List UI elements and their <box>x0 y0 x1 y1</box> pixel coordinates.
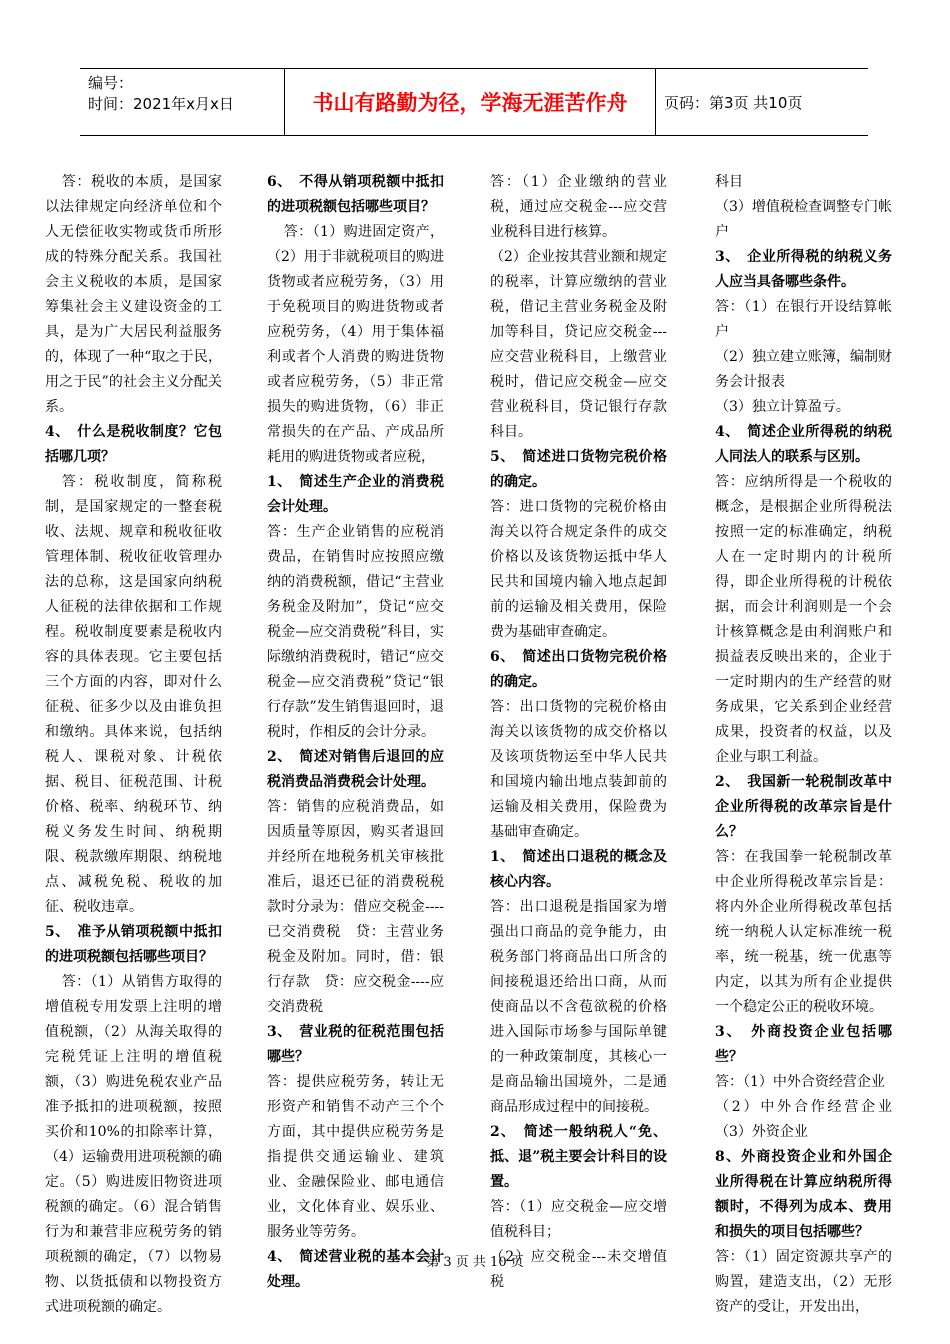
text-column-4 <box>715 170 892 1320</box>
answer-paragraph: （2）应交税金---未交增值税 <box>490 1249 667 1290</box>
question-heading: 6、 不得从销项税额中抵扣的进项税额包括哪些项目？ <box>267 174 444 215</box>
question-heading: 1、 简述出口退税的概念及核心内容。 <box>490 849 667 890</box>
question-heading: 4、 简述营业税的基本会计处理。 <box>267 1249 444 1290</box>
answer-paragraph: （3）增值税检查调整专门帐户 <box>715 199 892 240</box>
answer-paragraph: 答：（1）在银行开设结算帐户 <box>715 299 892 340</box>
answer-paragraph: 答：（1）应交税金—应交增值税科目； <box>490 1199 667 1240</box>
text-column-1 <box>45 170 222 1320</box>
answer-paragraph: 科目 <box>715 174 743 190</box>
answer-paragraph: 答：税收的本质，是国家以法律规定向经济单位和个人无偿征收实物或货币所形成的特殊分配关系。我国社会主义税收的本质，是国家筹集社会主义建设资金的工具，是为广大居民利益服务的，体现了一种“取之于民，用之于民”的社会主义分配关系。 <box>45 174 222 415</box>
page-header <box>80 68 868 136</box>
answer-paragraph: 答：（1）购进固定资产，（2）用于非就税项目的购进货物或者应税劳务，（3）用于免税项目的购进货物或者应税劳务，（4）用于集体福利或者个人消费的购进货物或者应税劳务，（5）非正常损失的购进货物，（6）非正常损失的在产品、产成品所耗用的购进货物或者应税， <box>267 224 444 465</box>
answer-paragraph: 答：（1）中外合资经营企业 <box>715 1074 885 1090</box>
question-heading: 5、 简述进口货物完税价格的确定。 <box>490 449 667 490</box>
question-heading: 6、 简述出口货物完税价格的确定。 <box>490 649 667 690</box>
question-heading: 4、 什么是税收制度？它包括哪几项？ <box>45 424 222 465</box>
question-heading: 2、 简述一般纳税人“免、抵、退”税主要会计科目的设置。 <box>490 1124 667 1190</box>
answer-paragraph: 答：（1）企业缴纳的营业税，通过应交税金---应交营业税科目进行核算。 <box>490 174 667 240</box>
answer-paragraph: （2）企业按其营业额和规定的税率，计算应缴纳的营业税，借记主营业务税金及附加等科目，贷记应交税金---应交营业税科目，上缴营业税时，借记应交税金—应交营业税科目，贷记银行存款科目。 <box>490 249 667 440</box>
answer-paragraph: 答：销售的应税消费品，如因质量等原因，购买者退回并经所在地税务机关审核批准后，退还已征的消费税税款时分录为：借应交税金----已交消费税 贷：主营业务税金及附加。同时，借：银行存款 贷：应交税金----应交消费税 <box>267 799 444 1015</box>
answer-paragraph: 答：提供应税劳务，转让无形资产和销售不动产三个个方面，其中提供应税劳务是指提供交通运输业、建筑业、金融保险业、邮电通信业，文化体育业、娱乐业、服务业等劳务。 <box>267 1074 444 1240</box>
answer-paragraph: 答：出口货物的完税价格由海关以该货物的成交价格以及该项货物运至中华人民共和国境内输出地点装卸前的运输及相关费用，保险费为基础审查确定。 <box>490 699 667 840</box>
question-heading: 1、 简述生产企业的消费税会计处理。 <box>267 474 444 515</box>
answer-paragraph: 答：税收制度，简称税制，是国家规定的一整套税收、法规、规章和税收征收管理体制、税收征收管理办法的总称，这是国家向纳税人征税的法律依据和工作规程。税收制度要素是税收内容的具体表现。它主要包括三个方面的内容，即对什么征税、征多少以及由谁负担和缴纳。具体来说，包括纳税人、课税对象、计税依据、税目、征税范围、计税价格、税率、纳税环节、纳税义务发生时间、纳税期限、税款缴库期限、纳税地点、减税免税、税收的加征、税收违章。 <box>45 474 222 915</box>
question-heading: 3、 外商投资企业包括哪些？ <box>715 1024 892 1065</box>
answer-paragraph: （2）中外合作经营企业（3）外资企业 <box>715 1099 892 1140</box>
question-heading: 8、外商投资企业和外国企业所得税在计算应纳税所得额时，不得列为成本、费用和损失的项目包括哪些？ <box>715 1149 892 1240</box>
question-heading: 5、 准予从销项税额中抵扣的进项税额包括哪些项目？ <box>45 924 222 965</box>
question-heading: 2、 简述对销售后退回的应税消费品消费税会计处理。 <box>267 749 444 790</box>
page-footer: 第 3 页 共 10 页 <box>426 1255 524 1270</box>
answer-paragraph: 答：应纳所得是一个税收的概念，是根据企业所得税法按照一定的标准确定，纳税人在一定时期内的计税所得，即企业所得税的计税依据，而会计利润则是一个会计核算概念是由利润账户和损益表反映出来的，企业于一定时期内的生产经营的财务成果，它关系到企业经营成果，投资者的权益，以及企业与职工利益。 <box>715 474 892 765</box>
answer-paragraph: 答：（1）固定资源共享产的购置，建造支出，（2）无形资产的受让，开发出出， <box>715 1249 892 1315</box>
question-heading: 4、 简述企业所得税的纳税人同法人的联系与区别。 <box>715 424 892 465</box>
answer-paragraph: 答：（1）从销售方取得的增值税专用发票上注明的增值税额，（2）从海关取得的完税凭证上注明的增值税额，（3）购进免税农业产品准予抵扣的进项税额，按照买价和10%的扣除率计算，（4）运输费用进项税额的确定。（5）购进废旧物资进项税额的确定。（6）混合销售行为和兼营非应税劳务的销项税额的确定，（7）以物易物、以货抵债和以物投资方式进项税额的确定。 <box>45 974 222 1315</box>
answer-paragraph: 答：进口货物的完税价格由海关以符合规定条件的成交价格以及该货物运抵中华人民共和国境内输入地点起卸前的运输及相关费用，保险费为基础审查确定。 <box>490 499 667 640</box>
answer-paragraph: 答：在我国拳一轮税制改革中企业所得税改革宗旨是：将内外企业所得税改革包括统一纳税人认定标准统一税率，统一税基，统一优惠等内定，以其为所有企业提供一个稳定公正的税收环境。 <box>715 849 892 1015</box>
question-heading: 3、 营业税的征税范围包括哪些？ <box>267 1024 444 1065</box>
answer-paragraph: 答：出口退税是指国家为增强出口商品的竞争能力，由税务部门将商品出口所含的间接税退还给出口商，从而使商品以不含苞欲税的价格进入国际市场参与国际单键的一种政策制度，其核心一是商品输出国境外，二是通商品形成过程中的间接税。 <box>490 899 667 1115</box>
question-heading: 3、 企业所得税的纳税义务人应当具备哪些条件。 <box>715 249 892 290</box>
question-heading: 2、 我国新一轮税制改革中企业所得税的改革宗旨是什么？ <box>715 774 892 840</box>
answer-paragraph: （3）独立计算盈亏。 <box>715 399 850 415</box>
time-label: 时间：2021年x月x日 <box>88 95 234 113</box>
text-column-2 <box>267 170 444 1295</box>
header-motto: 书山有路勤为径，学海无涯苦作舟 <box>284 69 656 135</box>
answer-paragraph: （2）独立建立账簿，编制财务会计报表 <box>715 349 892 390</box>
answer-paragraph: 答：生产企业销售的应税消费品，在销售时应按照应缴纳的消费税额，借记“主营业务税金及附加”，贷记“应交税金—应交消费税”科目，实际缴纳消费税时，错记“应交税金—应交消费税”贷记“银行存款”发生销售退回时，退税时，作相反的会计分录。 <box>267 524 444 740</box>
header-page-label: 页码：第3页 共10页 <box>664 93 803 112</box>
text-column-3 <box>490 170 667 1295</box>
header-meta <box>88 73 284 131</box>
number-label: 编号： <box>88 74 134 92</box>
